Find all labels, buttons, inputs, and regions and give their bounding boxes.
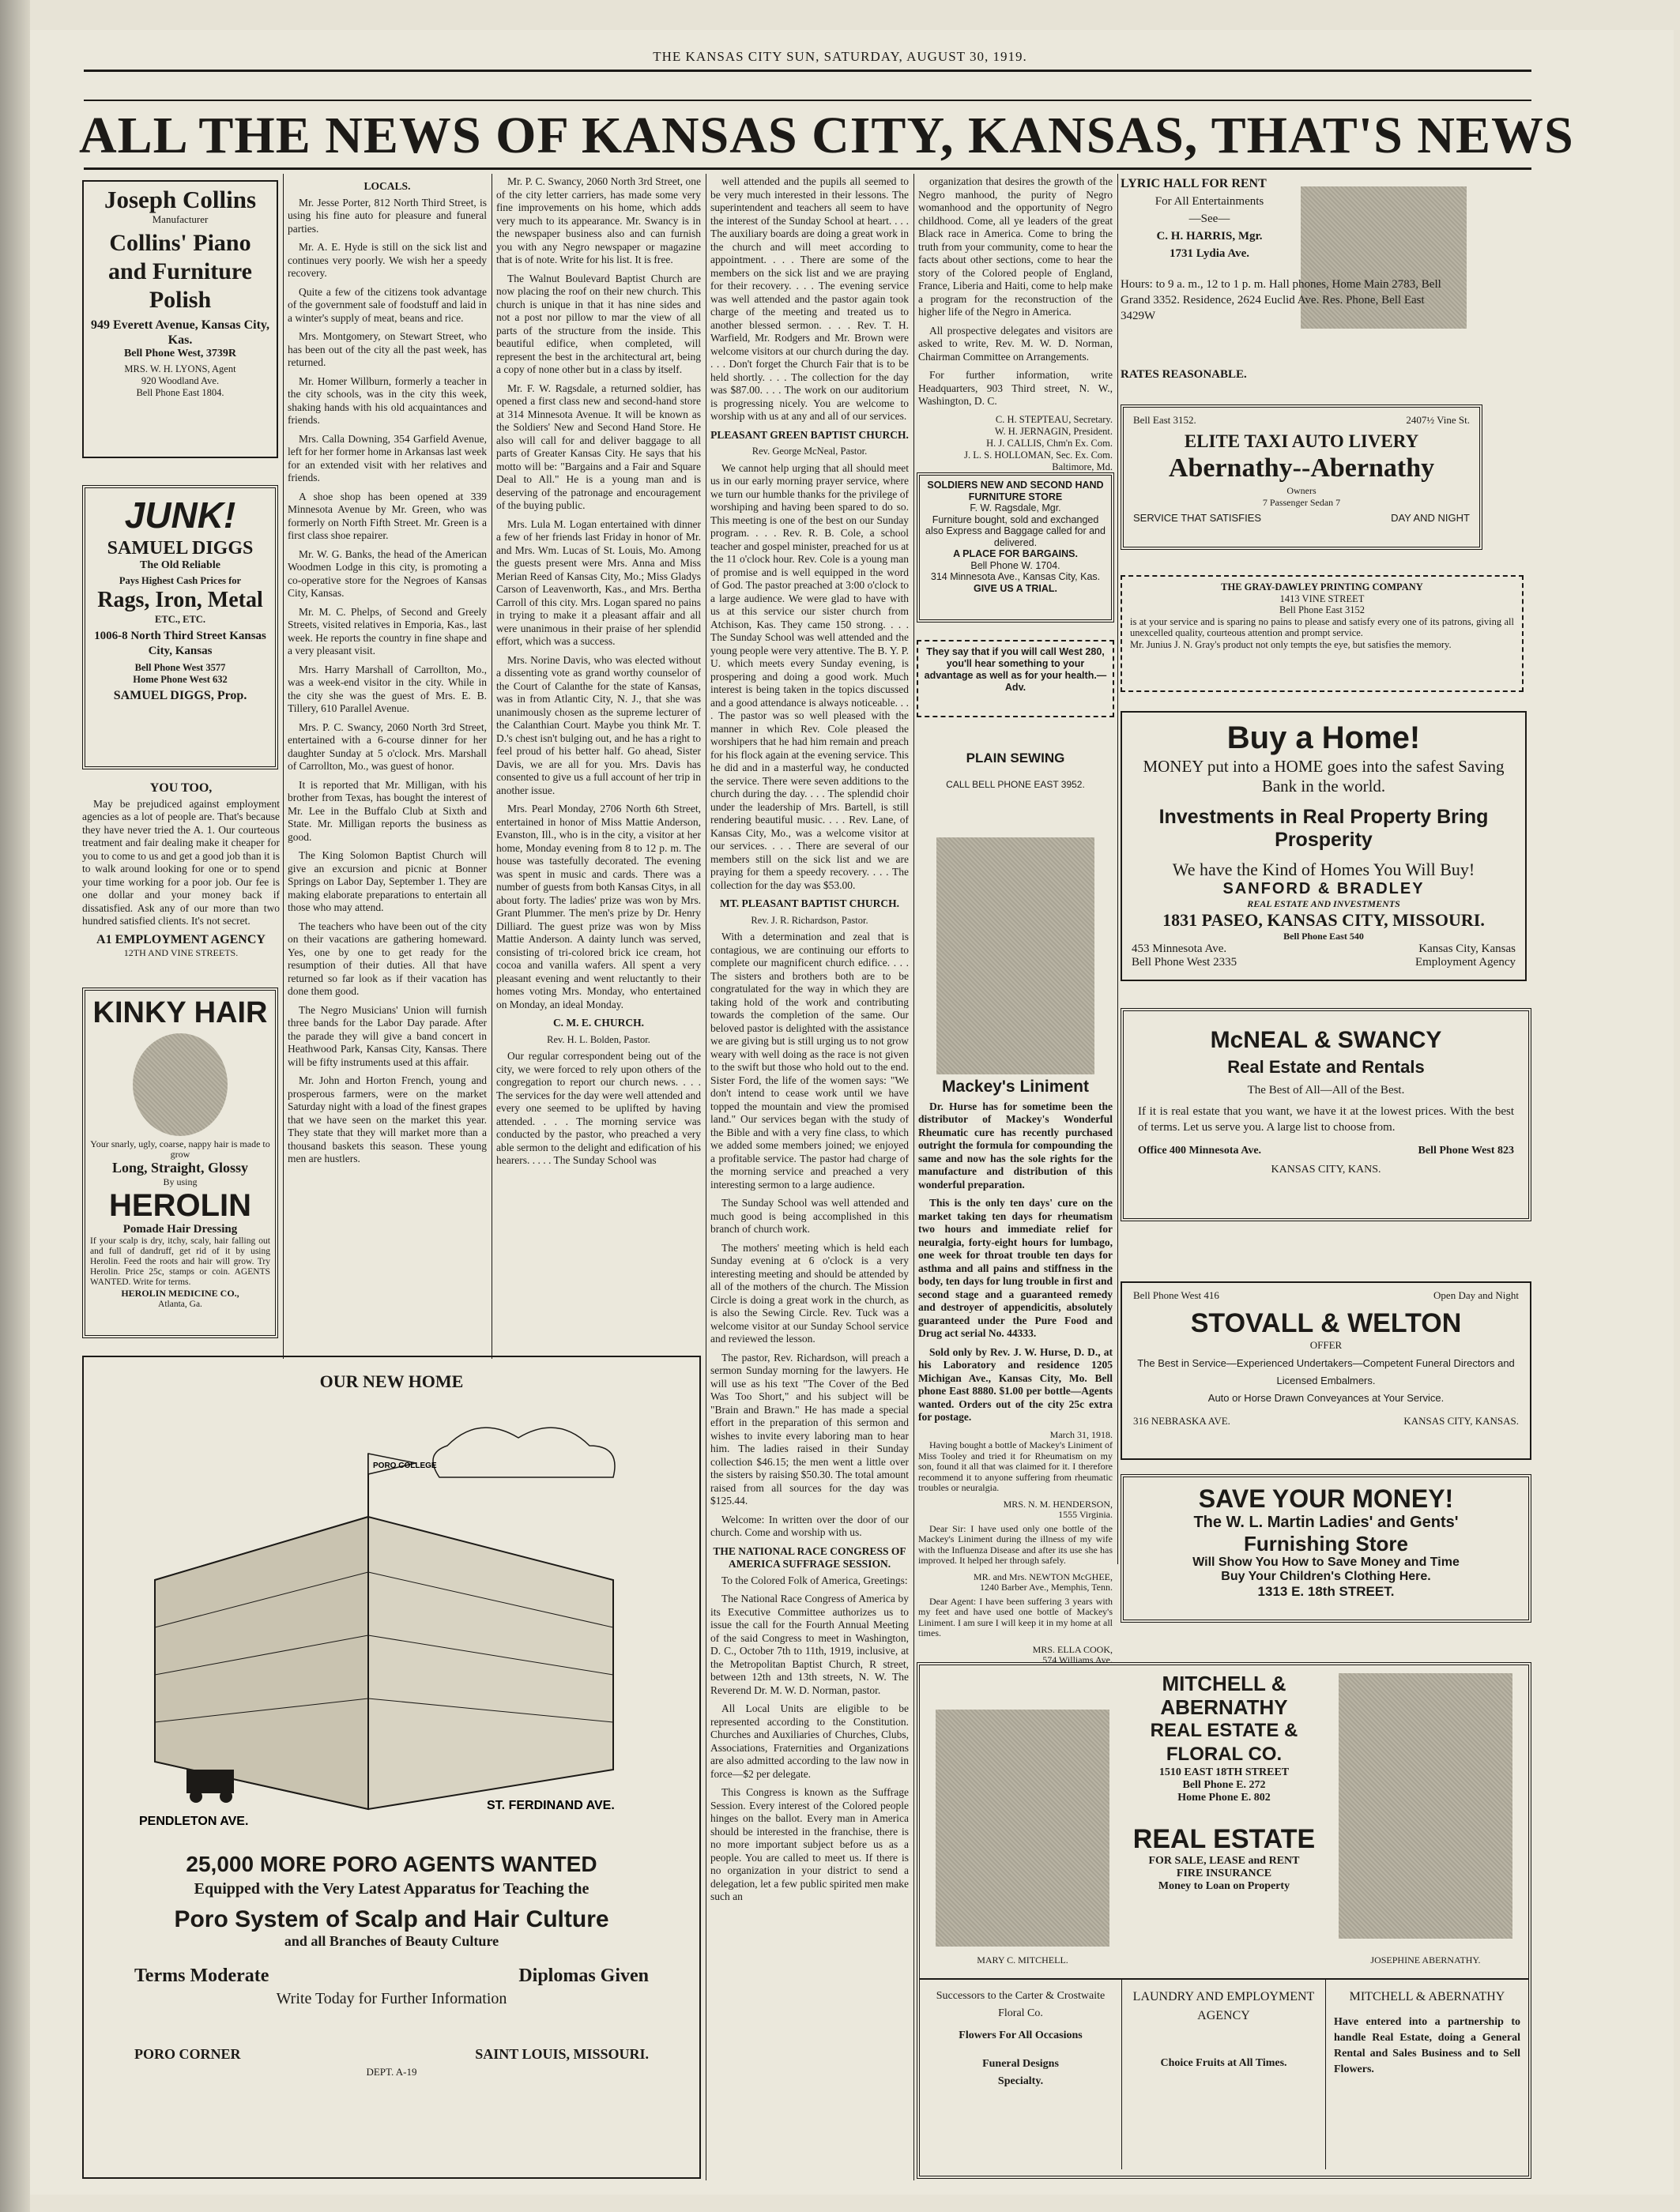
mitchell-box-laundry bbox=[1122, 1980, 1326, 2169]
josephine-abernathy-portrait bbox=[1339, 1673, 1512, 1939]
poro-college-building-illustration bbox=[107, 1398, 676, 1841]
locals-item: It is reported that Mr. Milligan, with his brother from Texas, has bought the interest of Mr. Lee in the Buffalo Club at Sixth and State. Mr. Milligan reports the business as good. bbox=[288, 778, 487, 843]
taxi-title: ELITE TAXI AUTO LIVERY bbox=[1184, 431, 1419, 451]
taxi-addr: 2407½ Vine St. bbox=[1406, 414, 1470, 426]
you-too-agency: A1 EMPLOYMENT AGENCY bbox=[96, 932, 266, 946]
gray-title: THE GRAY-DAWLEY PRINTING COMPANY bbox=[1221, 581, 1423, 592]
mitchell-caption-left: MARY C. MITCHELL. bbox=[977, 1954, 1068, 1966]
collins-role: Manufacturer bbox=[152, 213, 209, 225]
signature: Baltimore, Md. bbox=[1052, 461, 1113, 472]
stovall-welton-ad bbox=[1121, 1281, 1531, 1460]
soldiers-mgr: F. W. Ragsdale, Mgr. bbox=[970, 502, 1061, 514]
junk-title: JUNK! bbox=[124, 495, 236, 536]
column-divider bbox=[1117, 174, 1118, 1564]
mitchell-b1-l1: Successors to the Carter & Crostwaite Floral Co. bbox=[936, 1990, 1106, 2019]
stovall-hours: Open Day and Night bbox=[1433, 1289, 1519, 1301]
plain-sewing-ad bbox=[917, 750, 1114, 790]
mitchell-title: MITCHELL & ABERNATHY bbox=[1160, 1672, 1288, 1719]
mitchell-phone2: Home Phone E. 802 bbox=[1177, 1792, 1271, 1804]
mackey-body: Dr. Hurse has for sometime been the distributor of Mackey's Wonderful Rheumatic cure has recently purchased outright the formula for compounding the same and now has the sole rights for the manufacture and distribution of this wonderful preparation. bbox=[918, 1100, 1113, 1191]
home-phone: Bell Phone East 540 bbox=[1283, 931, 1364, 942]
mackey-liniment-ad bbox=[918, 837, 1113, 1665]
mt-pleasant-pastor: Rev. J. R. Richardson, Pastor. bbox=[751, 914, 868, 926]
race-congress-heading: THE NATIONAL RACE CONGRESS OF AMERICA SUFFRAGE SESSION. bbox=[713, 1544, 906, 1570]
junk-name: SAMUEL DIGGS bbox=[107, 538, 254, 559]
taxi-name: Abernathy--Abernathy bbox=[1168, 453, 1435, 483]
taxi-tagline: SERVICE THAT SATISFIES bbox=[1133, 512, 1262, 524]
stovall-l2: Auto or Horse Drawn Conveyances at Your Service. bbox=[1207, 1392, 1445, 1404]
herolin-city: Atlanta, Ga. bbox=[158, 1300, 202, 1309]
locals-item: Mr. M. C. Phelps, of Second and Greely Streets, visited relatives in Emporia, Kas., last week. He reports the country in fine shape and a very pleasant visit. bbox=[288, 605, 487, 656]
race-congress-body: The National Race Congress of America by its Executive Committee authorizes us to issue the call for the Fourth Annual Meeting of the said Congress to meet in Washington, D. C., October 7th to 11th, 1919, inclusive, at the Metropolitan Baptist Church, R street, between 12th and 13th streets, N. W. The Reverend Dr. M. W. D. Norman, pastor. bbox=[710, 1593, 909, 1696]
taxi-sedan: 7 Passenger Sedan 7 bbox=[1262, 497, 1341, 508]
mitchell-b3-l2: Have entered into a partnership to handle Real Estate, doing a General Rental and Sales Business and to Sell Flowers. bbox=[1334, 2016, 1520, 2075]
gray-addr: 1413 VINE STREET bbox=[1279, 592, 1365, 604]
testimonial-date: March 31, 1918. bbox=[1049, 1428, 1113, 1440]
junk-items: Rags, Iron, Metal bbox=[97, 588, 263, 612]
herolin-line3: By using bbox=[163, 1176, 198, 1187]
martin-store-ad bbox=[1121, 1474, 1531, 1623]
herolin-line1: Your snarly, ugly, coarse, nappy hair is made to grow bbox=[90, 1138, 270, 1160]
mcneal-city: KANSAS CITY, KANS. bbox=[1271, 1164, 1381, 1176]
collins-product: Collins' Piano and Furniture Polish bbox=[108, 230, 252, 313]
mcneal-phone: Bell Phone West 823 bbox=[1418, 1145, 1514, 1157]
stovall-phone: Bell Phone West 416 bbox=[1133, 1289, 1219, 1301]
lyric-l2: —See— bbox=[1188, 213, 1230, 225]
home-firm: SANFORD & BRADLEY bbox=[1222, 880, 1425, 897]
mitchell-real-estate: REAL ESTATE bbox=[1132, 1824, 1316, 1854]
woman-portrait-illustration bbox=[133, 1033, 228, 1136]
stovall-addr: 316 NEBRASKA AVE. bbox=[1133, 1415, 1230, 1427]
herolin-body: If your scalp is dry, itchy, scaly, hair falling out and full of dandruff, get rid of it by using Herolin. Feed the roots and hair will grow. Try Herolin. Price 25c, stamps or coin. AGENTS WANTED. Write for terms. bbox=[90, 1236, 270, 1287]
poro-line1: 25,000 MORE PORO AGENTS WANTED bbox=[186, 1852, 597, 1876]
lyric-addr: 1731 Lydia Ave. bbox=[1170, 247, 1249, 260]
taxi-owners: Owners bbox=[1286, 485, 1317, 496]
signature: W. H. JERNAGIN, President. bbox=[994, 425, 1113, 437]
locals-item: The King Solomon Baptist Church will give an excursion and picnic at Bonner Springs on Labor Day, September 1. They are making elaborate preparations to entertain all those who may attend. bbox=[288, 849, 487, 913]
poro-terms: Terms Moderate bbox=[134, 1966, 269, 1986]
race-congress-body: All Local Units are eligible to be represented according to the Constitution. Churches and Auxiliaries of Churches, Clubs, Associations, Fraternities and Organizations are also admitted according to the law now in force—$2 per delegate. bbox=[710, 1702, 909, 1780]
plain-sewing-title: PLAIN SEWING bbox=[966, 750, 1065, 766]
locals-item: The Negro Musicians' Union will furnish three bands for the Labor Day parade. After the parade they will give a band concert in Heathwood Park, Kansas City, Kansas. There will be fifty instruments used at this affair. bbox=[288, 1003, 487, 1068]
taxi-hours: DAY AND NIGHT bbox=[1391, 512, 1470, 524]
mitchell-b2-l1: LAUNDRY AND EMPLOYMENT AGENCY bbox=[1132, 1990, 1315, 2022]
elite-taxi-ad bbox=[1121, 404, 1482, 550]
mackey-body: This is the only ten days' cure on the market taking ten days for rheumatism two hours and immediate relief for neuralgia, forty-eight hours for lumbago, one week for throat trouble ten days for asthma and all pains and stiffness in the body, ten days for lung trouble in first and second stage and a guaranteed remedy and destroyer of appendicitis, absolutely guaranteed under the Pure Food and Drug act serial No. 44333. bbox=[918, 1197, 1113, 1339]
stovall-city: KANSAS CITY, KANSAS. bbox=[1403, 1415, 1519, 1427]
pleasant-green-heading: PLEASANT GREEN BAPTIST CHURCH. bbox=[710, 428, 909, 441]
gray-phone: Bell Phone East 3152 bbox=[1279, 604, 1365, 615]
news-item: Mrs. Lula M. Logan entertained with dinner a few of her friends last Friday in honor of Mr. and Mrs. Wm. Lucas of St. Louis, Mo. Among the guests present were Mrs. Anna and Miss Merian Reed of Kansas City, Mo.; Miss Gladys Carson of Leavenworth, Kas., and Mrs. Bertha Carroll of this city. Mrs. Logan spared no pains in trying to make it a pleasant affair and all were unanimous in their praise of her splendid effort, which was a success. bbox=[496, 517, 701, 647]
testimonial-body: Dear Sir: I have used only one bottle of the Mackey's Liniment during the illness of my wife with the Influenza Disease and after its use she has improved. It helped her through safely. bbox=[918, 1522, 1113, 1566]
book-spine bbox=[0, 0, 30, 2212]
you-too-title: YOU TOO, bbox=[149, 781, 213, 795]
mitchell-fire: FIRE INSURANCE bbox=[1176, 1868, 1272, 1879]
news-item: The Walnut Boulevard Baptist Church are now placing the roof on their new church. This church is unique in that it has nine sides and not a post nor pillow to mar the view of all parts of the structure from the inside. This beautiful edifice, when completed, will represent the best in the architectural art, being a copy of none other but in a class by itself. bbox=[496, 272, 701, 375]
locals-item: Quite a few of the citizens took advantage of the government sale of foodstuff and laid in a winter's supply of meat, beans and rice. bbox=[288, 285, 487, 324]
race-congress-body: organization that desires the growth of the Negro manhood, the purity of Negro womanhood and the opportunity of Negro childhood. Come, all ye leaders of the great Black race in America. Come to bring the truth from your community, come to hear the facts about other sections, come to hear the story of the Colored people of England, France, Liberia and Haiti, come to help make a program for the reconstruction of the higher life of the Negro in America. bbox=[918, 175, 1113, 318]
you-too-body: May be prejudiced against employment agencies as a lot of people are. That's because they have never tried the A. 1. Our courteous treatment and fair dealing make it cheaper for you to come to us and get a good job than it is to walk around looking for one or to spend your time working for a poor job. Our fee is one dollar and your money back if dissatisfied. Ask any of our more than two hundred satisfied clients. It's not secret. bbox=[82, 797, 280, 927]
locals-column bbox=[288, 175, 487, 1359]
poro-dept: DEPT. A-19 bbox=[366, 2066, 417, 2078]
mitchell-b2-l2: Choice Fruits at All Times. bbox=[1160, 2057, 1287, 2069]
locals-item: A shoe shop has been opened at 339 Minnesota Avenue by Mr. Green, who was formerly on North Fifth Street. Mr. Green is a first class shoe repairer. bbox=[288, 490, 487, 541]
poro-city: SAINT LOUIS, MISSOURI. bbox=[475, 2046, 649, 2062]
poro-diplomas: Diplomas Given bbox=[518, 1966, 649, 1986]
mcneal-body: If it is real estate that you want, we have it at the lowest prices. With the best of terms. Let us serve you. A large list to choose from. bbox=[1138, 1105, 1514, 1134]
news-item: The Sunday School was well attended and much good is being accomplished in this branch of church work. bbox=[710, 1197, 909, 1235]
mcneal-sub: Real Estate and Rentals bbox=[1227, 1057, 1425, 1077]
locals-heading: LOCALS. bbox=[363, 180, 411, 192]
news-item: Welcome: In written over the door of our church. Come and worship with us. bbox=[710, 1513, 909, 1538]
locals-item: Mrs. Harry Marshall of Carrollton, Mo., was a week-end visitor in the city. While in the city she was the guest of Mrs. E. B. Tillery, 610 Parallel Avenue. bbox=[288, 663, 487, 714]
poro-line3: Poro System of Scalp and Hair Culture bbox=[174, 1906, 609, 1932]
collins-ad bbox=[82, 180, 278, 458]
mitchell-b1-l4: Specialty. bbox=[997, 2075, 1044, 2087]
herolin-line2: Long, Straight, Glossy bbox=[111, 1160, 249, 1176]
mitchell-box-partnership bbox=[1326, 1980, 1528, 2169]
banner-rule-bottom bbox=[84, 167, 1531, 170]
home-l1: MONEY put into a HOME goes into the safest Saving Bank in the world. bbox=[1143, 757, 1505, 796]
page-banner: ALL THE NEWS OF KANSAS CITY, KANSAS, THAT'S NEWS bbox=[79, 107, 1574, 164]
junk-address: 1006-8 North Third Street Kansas City, Kansas bbox=[94, 630, 266, 657]
locals-item: The teachers who have been out of the city on their vacations are gathering homeward. Yes, one by one to get ready for the resumption of their duties. All that have returned so far look as if their vacation has done them good. bbox=[288, 920, 487, 997]
buy-a-home-ad bbox=[1121, 711, 1527, 981]
lyric-rates: RATES REASONABLE. bbox=[1121, 368, 1247, 381]
locals-item: Mrs. Montgomery, on Stewart Street, who has been out of the city all the past week, has returned. bbox=[288, 330, 487, 368]
martin-l1: The W. L. Martin Ladies' and Gents' bbox=[1193, 1514, 1459, 1531]
testimonial-body: Having bought a bottle of Mackey's Liniment of Miss Tooley and tried it for Rheumatism on my son, found it all that was claimed for it. I therefore recommend it to anyone suffering from rheumatic troubles or neuralgia. bbox=[918, 1439, 1113, 1493]
news-item: well attended and the pupils all seemed to be very much interested in their lessons. The superintendent and teachers all seem to have the interest of the Sunday School at heart. . . . The auxiliary boards are doing a great work in the church and will meet according to appointment. . . . There are some of the members on the sick list and we are praying for their recovery. . . . The evening service was well attended and the pastor again took charge of the meeting and treated us to another blessed sermon. . . . Rev. T. H. Warfield, Mr. Rodgers and Mr. Brown were welcome visitors at our church during the day. . . . Don't forget the Church Fair that is to be held shortly. . . . The collection for the day was $87.00. . . . The work on our auditorium is progressing nicely. You are welcome to worship with us at any and all of our services. bbox=[710, 175, 909, 422]
stovall-title: STOVALL & WELTON bbox=[1190, 1308, 1462, 1338]
poro-flag-label: PORO COLLEGE bbox=[372, 1462, 437, 1470]
lyric-mgr: C. H. HARRIS, Mgr. bbox=[1156, 230, 1263, 243]
testimonial-address: 574 Williams Ave. bbox=[1042, 1654, 1113, 1665]
collins-address: 949 Everett Avenue, Kansas City, Kas. bbox=[90, 318, 270, 347]
soldiers-phone: Bell Phone W. 1704. bbox=[970, 559, 1060, 571]
mcneal-title: McNEAL & SWANCY bbox=[1210, 1027, 1442, 1053]
mitchell-box-florist bbox=[920, 1980, 1122, 2169]
column-4 bbox=[710, 175, 909, 2182]
testimonial-address: 1555 Virginia. bbox=[1058, 1509, 1113, 1520]
mcneal-l1: The Best of All—All of the Best. bbox=[1247, 1084, 1405, 1097]
locals-item: Mrs. Calla Downing, 354 Garfield Avenue, left for her former home in Arkansas last week for an extended visit with her relatives and friends. bbox=[288, 432, 487, 483]
locals-item: Mrs. P. C. Swancy, 2060 North 3rd Street, entertained with a 6-course dinner for her daughter Sunday at 5 o'clock. Mrs. Marshall of Carrollton, Mo., was guest of honor. bbox=[288, 720, 487, 772]
testimonial-signature: MRS. N. M. HENDERSON, bbox=[1003, 1498, 1113, 1510]
you-too-address: 12TH AND VINE STREETS. bbox=[123, 947, 239, 958]
folio-line: THE KANSAS CITY SUN, SATURDAY, AUGUST 30, 1919. bbox=[653, 49, 1027, 64]
column-divider bbox=[913, 174, 914, 2180]
cme-pastor: Rev. H. L. Bolden, Pastor. bbox=[547, 1033, 650, 1045]
news-item: Mr. P. C. Swancy, 2060 North 3rd Street, one of the city letter carriers, has made some very fine improvements on his home, which adds very much to its appearance. Mr. Swancy is in the newspaper business also and can furnish you with any Negro newspaper or magazine that is of note. Write for his list. It is free. bbox=[496, 175, 701, 265]
home-addr: 1831 PASEO, KANSAS CITY, MISSOURI. bbox=[1162, 910, 1485, 930]
mcneal-office: Office 400 Minnesota Ave. bbox=[1138, 1145, 1262, 1157]
mcneal-swancy-ad bbox=[1121, 1008, 1531, 1221]
signature: H. J. CALLIS, Chm'n Ex. Com. bbox=[986, 437, 1113, 449]
testimonial-body: Dear Agent: I have been suffering 3 years with my feet and have used one bottle of Mackey's Liniment. I am sure I will keep it in my home at all times. bbox=[918, 1595, 1113, 1638]
news-item: The mothers' meeting which is held each Sunday evening at 6 o'clock is a very interesting meeting and should be attended by all of the mothers of the church. The Mission Circle is doing a great work in the church, as is also the Sewing Circle. Rev. Tuck was a welcome visitor at our Sunday School service and reviewed the lesson. bbox=[710, 1241, 909, 1345]
race-congress-body: This Congress is known as the Suffrage Session. Every interest of the Colored people hinges on the ballot. Every man in America should be interested in the franchise, there is no more important subject before us as a people. You are called to meet us. If there is no organization in your district to send a delegation, let a few public spirited men make such an bbox=[710, 1786, 909, 1902]
dr-hurse-portrait bbox=[936, 837, 1094, 1074]
mitchell-b3-l1: MITCHELL & ABERNATHY bbox=[1349, 1990, 1505, 2003]
junk-tag: The Old Reliable bbox=[140, 559, 220, 571]
junk-prices: Pays Highest Cash Prices for bbox=[119, 575, 242, 586]
herolin-sub: Pomade Hair Dressing bbox=[122, 1223, 238, 1236]
lyric-l1: For All Entertainments bbox=[1155, 195, 1264, 208]
locals-item: Mr. A. E. Hyde is still on the sick list and continues very poorly. We wish her a speedy recovery. bbox=[288, 241, 487, 279]
race-congress-salute: To the Colored Folk of America, Greetings: bbox=[721, 1574, 908, 1586]
lyric-hours: Hours: to 9 a. m., 12 to 1 p. m. Hall phones, Home Main 2783, Bell Grand 3352. Residence, 2624 Euclid Ave. Res. Phone, Bell East 3429W bbox=[1121, 278, 1441, 322]
signature: J. L. S. HOLLOMAN, Sec. Ex. Com. bbox=[964, 449, 1113, 461]
soldiers-place: A PLACE FOR BARGAINS. bbox=[953, 548, 1078, 559]
west-280-ad: They say that if you will call West 280, you'll hear something to your advantage as well as for your health.—Adv. bbox=[917, 640, 1114, 717]
herolin-brand: HEROLIN bbox=[109, 1188, 251, 1223]
poro-line2: Equipped with the Very Latest Apparatus for Teaching the bbox=[194, 1880, 590, 1898]
poro-title: OUR NEW HOME bbox=[319, 1371, 464, 1391]
home-b2: Kansas City, Kansas bbox=[1418, 942, 1516, 955]
poro-write: Write Today for Further Information bbox=[276, 1990, 507, 2007]
martin-title: SAVE YOUR MONEY! bbox=[1198, 1484, 1454, 1513]
collins-agent-phone: Bell Phone East 1804. bbox=[136, 387, 224, 398]
soldiers-cta: GIVE US A TRIAL. bbox=[973, 582, 1058, 594]
collins-agent: MRS. W. H. LYONS, Agent bbox=[124, 363, 236, 374]
herolin-ad bbox=[82, 988, 278, 1338]
news-item: Mrs. Pearl Monday, 2706 North 6th Street, entertained in honor of Miss Mattie Anderson, Evanston, Ill., who is in the city, a visitor at her home, Monday evening from 8 to 12 p. m. The house was tastefully decorated. The evening was spent in music and cards. There was a number of guests from both Kansas Citys, in all about forty. The ladies' prize was won by Mrs. Grant Plummer. The men's prize by Dr. Henry Dilliard. The guest prize was won by Miss Mattie Anderson. A dainty lunch was served, consisting of tri-colored brick ice cream, hot cocoa and vanilla wafers. All spent a very pleasant evening and went reluctantly to their homes voting Mrs. Monday, who entertained on Monday, an ideal Monday. bbox=[496, 803, 701, 1010]
herolin-co: HEROLIN MEDICINE CO., bbox=[121, 1288, 239, 1299]
locals-item: Mr. W. G. Banks, the head of the American Woodmen Lodge in this city, is promoting a co-operative store for the Negroes of Kansas City, Kansas. bbox=[288, 547, 487, 599]
locals-item: Mr. Jesse Porter, 812 North Third Street, is using his fine auto for pleasure and funeral parties. bbox=[288, 196, 487, 235]
martin-l2: Furnishing Store bbox=[1244, 1532, 1408, 1556]
soldiers-title: SOLDIERS NEW AND SECOND HAND FURNITURE STORE bbox=[927, 480, 1104, 502]
street-label-pendleton: PENDLETON AVE. bbox=[138, 1815, 248, 1828]
home-title: Buy a Home! bbox=[1226, 720, 1421, 755]
martin-addr: 1313 E. 18th STREET. bbox=[1257, 1584, 1395, 1599]
mitchell-phone1: Bell Phone E. 272 bbox=[1182, 1779, 1266, 1791]
testimonial-signature: MR. and Mrs. NEWTON McGHEE, bbox=[973, 1571, 1113, 1582]
mitchell-re-sub: FOR SALE, LEASE and RENT bbox=[1148, 1855, 1300, 1867]
home-b4: Employment Agency bbox=[1414, 956, 1516, 969]
banner-rule-top bbox=[84, 100, 1531, 101]
home-l3: We have the Kind of Homes You Will Buy! bbox=[1172, 860, 1475, 879]
home-l2: Investments in Real Property Bring Prosperity bbox=[1158, 806, 1489, 851]
mackey-body: Sold only by Rev. J. W. Hurse, D. D., at his Laboratory and residence 1205 Michigan Ave., Kansas City, Mo. Bell phone East 8880. $1.00 per bottle—Agents wanted. Orders out of the city 25c extra for postage. bbox=[918, 1345, 1113, 1423]
junk-etc: ETC., ETC. bbox=[155, 614, 205, 625]
junk-ad bbox=[82, 485, 278, 769]
junk-prop: SAMUEL DIGGS, Prop. bbox=[113, 689, 247, 702]
testimonial-signature: MRS. ELLA COOK, bbox=[1032, 1643, 1113, 1655]
mt-pleasant-body: With a determination and zeal that is contagious, we are continuing our efforts to complete our magnificent church edifice. . . . The sisters and brothers both are to be congratulated for the way in which they are taking hold of the work and contributing towards the completion of the same. Our beloved pastor is delighted with the assistance we are giving but is still urging us to not grow weary with well doing as the race is not given to the swift but those who hold out to the end. Sister Ford, the life of the women says: "We don't intend to cease work until we have topped the mountain and view the promised land." Our services began with the study of the Bible and with a very fine class, to which we added some members joined; we enjoyed a profitable service. The pastor had charge of the morning service and preached a very interesting sermon to a large audience. bbox=[710, 931, 909, 1191]
cme-body: Our regular correspondent being out of the city, we were forced to rely upon others of the congregation to report our church news. . . . The services for the day were well attended and every one seemed to be uplifted by having attended. . . . The morning service was conducted by the pastor, who preached a very able sermon to the delight and edification of his hearers. . . . . The Sunday School was bbox=[496, 1050, 701, 1166]
plain-sewing-phone: CALL BELL PHONE EAST 3952. bbox=[946, 779, 1085, 790]
junk-phone1: Bell Phone West 3577 bbox=[134, 662, 226, 673]
race-congress-body: For further information, write Headquarters, 903 Third street, N. W., Washington, D. C. bbox=[918, 369, 1113, 407]
news-item: Mrs. Norine Davis, who was elected without a dissenting vote as grand worthy counselor of the Court of Calanthe for the state of Kansas, was in from Atlantic City, N. J., that she was unanimously chosen as the supreme lecturer of the Calanthian Court. Maybe you think Mr. T. D.'s chest isn't bulging out, and he has a right to feel proud of his better half. Go ahead, Sister Davis, we are all for you. Mrs. Davis has consented to give us a full account of her trip in another issue. bbox=[496, 653, 701, 796]
gray-body: is at your service and is sparing no pains to please and satisfy every one of its patrons, giving all unexcelled quality, courteous attention and prompt service. bbox=[1130, 615, 1514, 638]
stovall-l1: The Best in Service—Experienced Undertakers—Competent Funeral Directors and Licensed Embalmers. bbox=[1137, 1357, 1515, 1386]
mitchell-b1-l3: Funeral Designs bbox=[982, 2058, 1059, 2070]
column-3 bbox=[496, 175, 701, 1359]
gray-dawley-ad bbox=[1121, 575, 1524, 692]
signature: C. H. STEPTEAU, Secretary. bbox=[995, 413, 1113, 425]
gray-body2: Mr. Junius J. N. Gray's product not only tempts the eye, but satisfies the memory. bbox=[1130, 638, 1452, 650]
collins-name: Joseph Collins bbox=[104, 186, 257, 213]
mackey-title: Mackey's Liniment bbox=[942, 1078, 1089, 1096]
soldiers-addr: 314 Minnesota Ave., Kansas City, Kas. bbox=[930, 571, 1101, 582]
news-item: The pastor, Rev. Richardson, will preach a sermon Sunday morning for the lawyers. He will use as his text "The Cover of the Bed Was Too Short," and his subject will be "Brain and Brawn." He has made a special effort in the preparation of this sermon and wishes to invite every laboring man to hear him. The ladies raised in their Sunday collection $46.15; the men went a little over the sisters by raising $50.30. The total amount raised from all sources for the day was $125.44. bbox=[710, 1351, 909, 1507]
lyric-hall-ad bbox=[1121, 175, 1531, 389]
martin-l4: Buy Your Children's Clothing Here. bbox=[1221, 1570, 1431, 1583]
mitchell-caption-right: JOSEPHINE ABERNATHY. bbox=[1370, 1954, 1481, 1966]
collins-agent-addr: 920 Woodland Ave. bbox=[141, 375, 220, 386]
you-too-ad bbox=[82, 781, 280, 958]
street-label-ferdinand: ST. FERDINAND AVE. bbox=[486, 1799, 615, 1812]
mitchell-sub: REAL ESTATE & FLORAL CO. bbox=[1150, 1720, 1298, 1765]
news-item: Mr. F. W. Ragsdale, a returned soldier, has opened a first class new and second-hand store at 314 Minnesota Avenue. It will be known as the Soldiers' New and Second Hand Store. He also will call for and deliver baggage to all parts of Greater Kansas City. He says that his motto will be: "Bargains and a Fair and Square Deal to All." He is a young man and is deserving of the patronage and encouragement of the buying public. bbox=[496, 382, 701, 511]
stovall-offer: OFFER bbox=[1309, 1339, 1343, 1351]
locals-item: Mr. John and Horton French, young and prosperous farmers, were on the market Saturday night with a load of the finest grapes that we have seen on the market this year. They state that they will market more than a thousand baskets this season. These young men are hustlers. bbox=[288, 1074, 487, 1164]
pleasant-green-body: We cannot help urging that all should meet us in our early morning prayer service, where we turn our humble thanks for the privilege of worshiping and having been spared to do so. This meeting is one of the best on our Sunday program. . . . Rev. R. B. Cole, a school teacher and gospel minister, preached for us at the 11 o'clock hour. Rev. Cole is a young man of promise and is well equipped in the word of God. The pastor preached at 3:00 o'clock to a large audience. We were glad to have with us at this service our sister church from Atchison, Kas. They came 150 strong. . . . The Sunday School was well attended and the young people were very attentive. The B. Y. P. U. which meets every Sunday evening, is prospering and doing a good work. Much interest is being taken in the topics discussed and a good attendance is always noticeable. . . . The pastor was so well pleased with the manner in which Rev. Cole pleased the worshipers that he had him remain and preach for his flock again at the evening service. This he did and in a masterful way, he conducted the service. There were seven additions to the church during the day. . . . The splendid choir under the leadership of Mrs. Bartell, is still rendering beautiful music. . . . Rev. Lane, of Kansas City, Mo., was a welcome visitor at our services. . . . There are several of our members still on the sick list and we are praying for them a speedy recovery. . . . The collection for the day was $53.00. bbox=[710, 461, 909, 891]
soldiers-body: Furniture bought, sold and exchanged also Express and Baggage called for and delivered. bbox=[925, 514, 1106, 548]
home-b1: 453 Minnesota Ave. bbox=[1132, 942, 1227, 955]
taxi-phone: Bell East 3152. bbox=[1133, 414, 1196, 426]
pleasant-green-pastor: Rev. George McNeal, Pastor. bbox=[751, 446, 868, 457]
home-b3: Bell Phone West 2335 bbox=[1132, 956, 1237, 969]
martin-l3: Will Show You How to Save Money and Time bbox=[1192, 1556, 1460, 1569]
lyric-title: LYRIC HALL FOR RENT bbox=[1121, 177, 1267, 190]
mitchell-b1-l2: Flowers For All Occasions bbox=[959, 2030, 1083, 2041]
soldiers-store-ad bbox=[917, 472, 1114, 623]
mitchell-addr: 1510 EAST 18TH STREET bbox=[1158, 1766, 1290, 1778]
locals-item: Mr. Homer Willburn, formerly a teacher in the city schools, was in the city this week, shaking hands with his old acquaintances and friends. bbox=[288, 374, 487, 426]
top-rule bbox=[84, 70, 1531, 72]
herolin-title: KINKY HAIR bbox=[92, 996, 268, 1029]
junk-phone2: Home Phone West 632 bbox=[133, 674, 228, 685]
race-congress-body: All prospective delegates and visitors are asked to write, Rev. M. W. D. Norman, Chairman Committee on Arrangements. bbox=[918, 324, 1113, 363]
mary-mitchell-portrait bbox=[936, 1710, 1109, 1947]
poro-corner: PORO CORNER bbox=[134, 2046, 241, 2062]
cme-heading: C. M. E. CHURCH. bbox=[552, 1017, 645, 1029]
poro-line4: and all Branches of Beauty Culture bbox=[284, 1933, 499, 1949]
poro-ad bbox=[82, 1356, 701, 2179]
column-5-text bbox=[918, 175, 1113, 472]
collins-phone: Bell Phone West, 3739R bbox=[123, 348, 237, 359]
testimonial-address: 1240 Barber Ave., Memphis, Tenn. bbox=[979, 1582, 1113, 1593]
mitchell-abernathy-ad bbox=[917, 1662, 1531, 2179]
mt-pleasant-heading: MT. PLEASANT BAPTIST CHURCH. bbox=[720, 897, 899, 909]
column-divider bbox=[283, 174, 284, 1359]
mitchell-loan: Money to Loan on Property bbox=[1158, 1880, 1290, 1892]
home-firm-sub: REAL ESTATE AND INVESTMENTS bbox=[1247, 898, 1400, 909]
